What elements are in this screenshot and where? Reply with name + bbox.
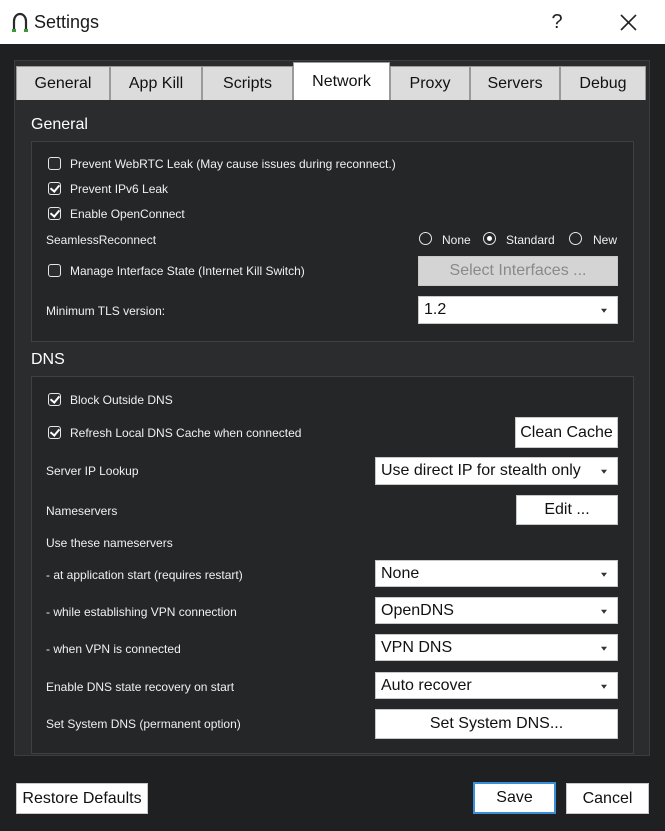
establishing-label: - while establishing VPN connection [46,605,237,619]
chevron-down-icon [601,609,607,613]
enable-openconnect-label: Enable OpenConnect [70,207,185,221]
clean-cache-button[interactable]: Clean Cache [515,417,618,448]
dns-recovery-label: Enable DNS state recovery on start [46,680,235,694]
establishing-value: OpenDNS [381,601,454,619]
use-these-nameservers-label: Use these nameservers [46,536,173,550]
connected-value: VPN DNS [381,638,453,656]
seamless-standard-label: Standard [506,233,555,247]
tab-app-kill[interactable]: App Kill [110,66,202,100]
tab-proxy[interactable]: Proxy [390,66,470,100]
edit-nameservers-button[interactable]: Edit ... [516,495,618,525]
dns-recovery-value: Auto recover [381,676,472,694]
seamless-reconnect-label: SeamlessReconnect [46,233,157,247]
establishing-select[interactable] [375,597,618,624]
close-icon[interactable] [610,6,646,38]
prevent-ipv6-label: Prevent IPv6 Leak [70,182,169,196]
seamless-standard-radio[interactable] [483,232,496,245]
server-ip-lookup-select[interactable] [375,457,618,485]
seamless-none-radio[interactable] [419,232,432,245]
server-ip-lookup-value: Use direct IP for stealth only [381,462,581,479]
seamless-new-radio[interactable] [569,232,582,245]
app-start-label: - at application start (requires restart) [46,568,243,582]
refresh-dns-cache-checkbox[interactable] [48,426,61,439]
set-system-dns-button[interactable]: Set System DNS... [375,709,618,739]
prevent-webrtc-label: Prevent WebRTC Leak (May cause issues during reconnect.) [70,157,396,171]
refresh-dns-cache-label: Refresh Local DNS Cache when connected [70,426,302,440]
connected-label: - when VPN is connected [46,642,181,656]
window-title: Settings [34,12,100,32]
chevron-down-icon [601,309,607,313]
system-dns-label: Set System DNS (permanent option) [46,717,241,731]
chevron-down-icon [601,684,607,688]
tab-debug[interactable]: Debug [560,66,646,100]
block-outside-dns-checkbox[interactable] [48,393,61,406]
tab-scripts[interactable]: Scripts [202,66,293,100]
save-button[interactable]: Save [473,782,556,814]
server-ip-lookup-label: Server IP Lookup [46,464,139,478]
tab-servers[interactable]: Servers [470,66,560,100]
prevent-ipv6-checkbox[interactable] [48,182,61,195]
chevron-down-icon [601,470,607,474]
min-tls-select[interactable] [418,296,618,324]
app-logo-icon [10,11,30,33]
manage-interface-label: Manage Interface State (Internet Kill Switch) [70,264,305,278]
select-interfaces-button[interactable]: Select Interfaces ... [418,256,618,286]
enable-openconnect-checkbox[interactable] [48,207,61,220]
seamless-none-label: None [442,233,471,247]
dns-section-title: DNS [31,351,65,368]
seamless-new-label: New [593,233,618,247]
tab-bar [16,62,646,100]
connected-select[interactable] [375,634,618,661]
tab-network[interactable]: Network [293,62,390,100]
cancel-button[interactable]: Cancel [566,783,649,814]
block-outside-dns-label: Block Outside DNS [70,393,173,407]
restore-defaults-button[interactable]: Restore Defaults [16,783,148,814]
title-bar [0,0,665,44]
app-start-value: None [381,564,420,582]
nameservers-label: Nameservers [46,504,118,518]
chevron-down-icon [601,646,607,650]
prevent-webrtc-checkbox[interactable] [48,157,61,170]
min-tls-label: Minimum TLS version: [46,304,166,318]
manage-interface-checkbox[interactable] [48,264,61,277]
dns-recovery-select[interactable] [375,672,618,699]
help-button[interactable]: ? [551,11,563,33]
app-start-select[interactable] [375,560,618,587]
general-section-title: General [31,116,88,133]
min-tls-value: 1.2 [424,301,447,318]
chevron-down-icon [601,572,607,576]
tab-general[interactable]: General [16,66,110,100]
